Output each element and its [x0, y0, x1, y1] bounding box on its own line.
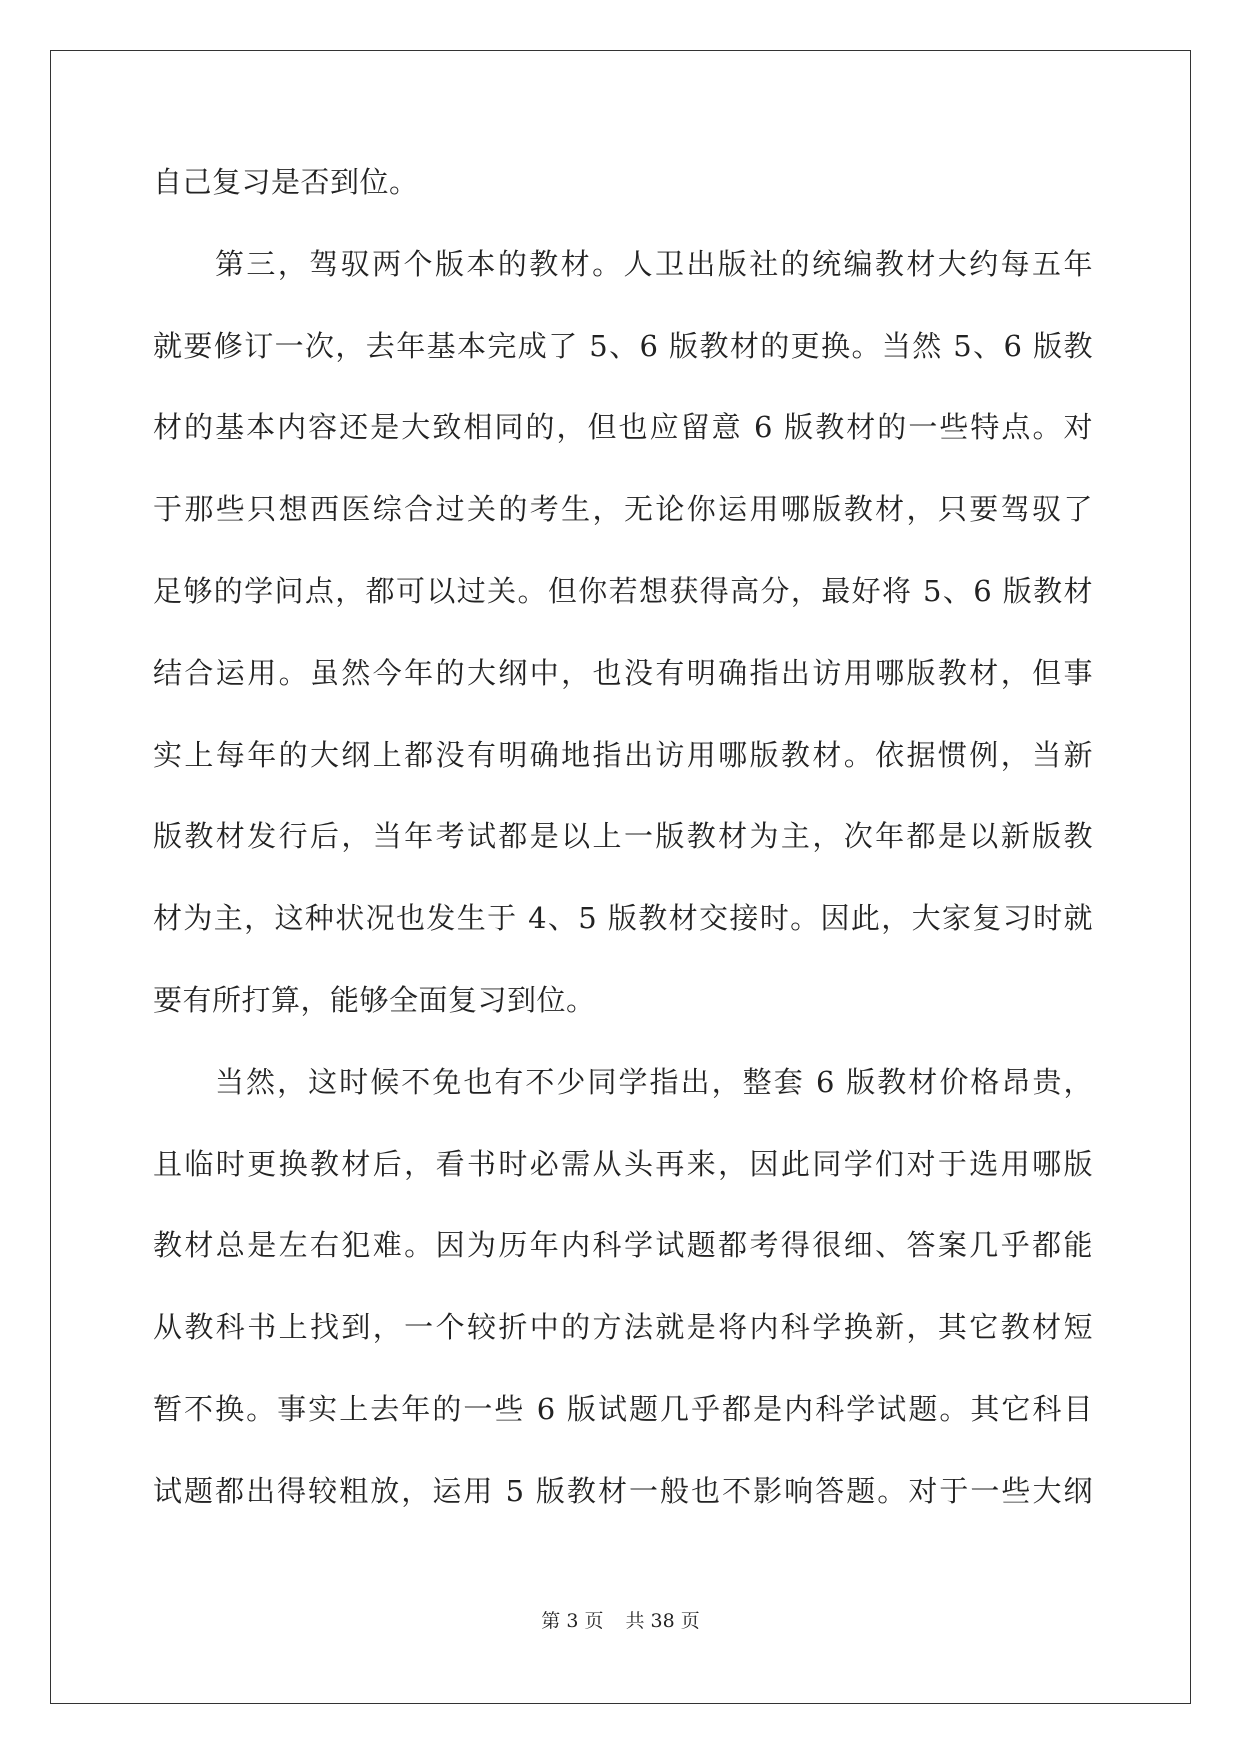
text-line-3: 就要修订一次，去年基本完成了 5、6 版教材的更换。当然 5、6 版教 — [153, 328, 1093, 363]
text-line-13: 且临时更换教材后，看书时必需从头再来，因此同学们对于选用哪版 — [153, 1146, 1093, 1181]
text-line-11: 要有所打算，能够全面复习到位。 — [153, 982, 596, 1017]
text-line-15: 从教科书上找到，一个较折中的方法就是将内科学换新，其它教材短 — [153, 1310, 1093, 1345]
page-total: 共 38 页 — [625, 1610, 700, 1632]
text-line-7: 结合运用。虽然今年的大纲中，也没有明确指出访用哪版教材，但事 — [153, 655, 1093, 690]
text-line-6: 足够的学问点，都可以过关。但你若想获得高分，最好将 5、6 版教材 — [153, 573, 1093, 608]
text-line-12: 当然，这时候不免也有不少同学指出，整套 6 版教材价格昂贵， — [215, 1064, 1093, 1099]
text-line-14: 教材总是左右犯难。因为历年内科学试题都考得很细、答案几乎都能 — [153, 1228, 1093, 1263]
text-line-2: 第三，驾驭两个版本的教材。人卫出版社的统编教材大约每五年 — [215, 246, 1093, 281]
text-line-17: 试题都出得较粗放，运用 5 版教材一般也不影响答题。对于一些大纲 — [153, 1473, 1093, 1508]
text-line-8: 实上每年的大纲上都没有明确地指出访用哪版教材。依据惯例，当新 — [153, 737, 1093, 772]
page-footer — [0, 1606, 1241, 1633]
text-line-5: 于那些只想西医综合过关的考生，无论你运用哪版教材，只要驾驭了 — [153, 492, 1093, 527]
text-line-16: 暂不换。事实上去年的一些 6 版试题几乎都是内科学试题。其它科目 — [153, 1391, 1093, 1426]
text-line-10: 材为主，这种状况也发生于 4、5 版教材交接时。因此，大家复习时就 — [153, 901, 1093, 936]
text-line-9: 版教材发行后，当年考试都是以上一版教材为主，次年都是以新版教 — [153, 819, 1093, 854]
document-body — [153, 160, 1093, 1551]
text-line-4: 材的基本内容还是大致相同的，但也应留意 6 版教材的一些特点。对 — [153, 410, 1093, 445]
page-number: 第 3 页 — [541, 1610, 604, 1632]
text-line-1: 自己复习是否到位。 — [153, 165, 419, 199]
